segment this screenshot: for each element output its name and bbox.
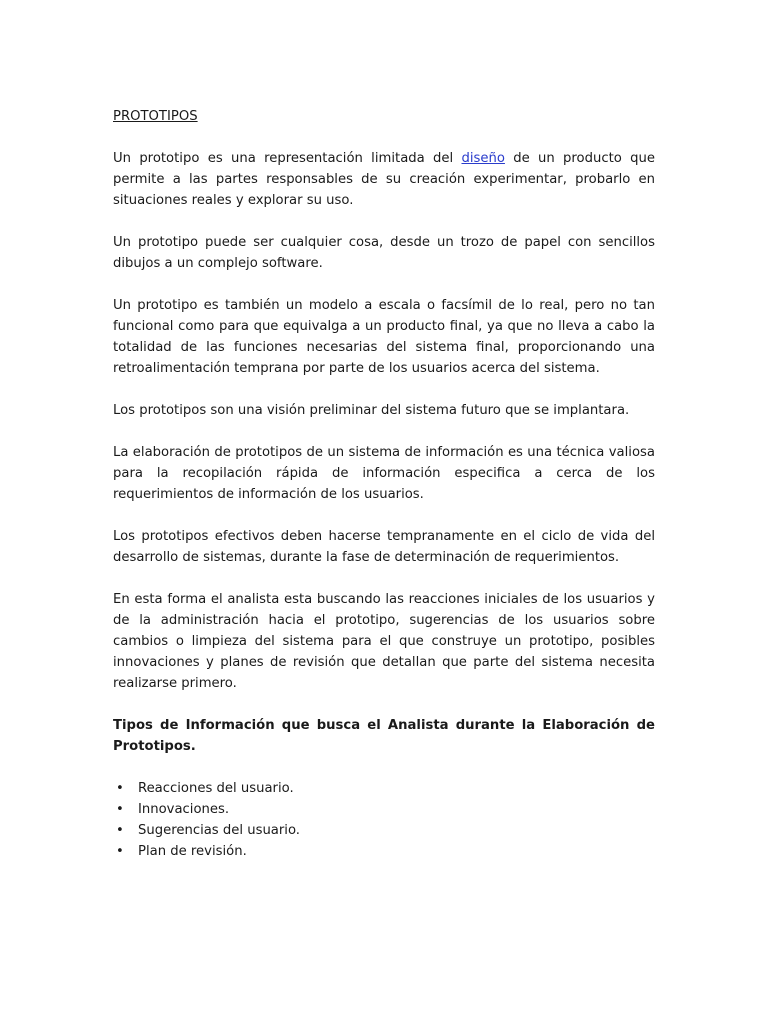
- document-page: [113, 106, 655, 862]
- paragraph-6: Los prototipos efectivos deben hacerse tempranamente en el ciclo de vida del desarrollo de sistemas, durante la fase de determinación de requerimientos.: [113, 529, 655, 565]
- paragraph-3: Un prototipo es también un modelo a escala o facsímil de lo real, pero no tan funcional como para que equivalga a un producto final, ya que no lleva a cabo la totalidad de las funciones necesarias del sistema final, proporcionando una retroalimentación temprana por parte de los usuarios acerca del sistema.: [113, 298, 655, 376]
- list-item: [113, 799, 655, 820]
- paragraph-1-text-after: de un producto que permite a las partes responsables de su creación experimentar, probarlo en situaciones reales y explorar su uso.: [113, 151, 655, 208]
- paragraph-1: [113, 148, 655, 211]
- list-item-label: Innovaciones.: [138, 802, 230, 817]
- list-item-label: Reacciones del usuario.: [138, 781, 294, 796]
- diseno-link[interactable]: diseño: [461, 151, 505, 166]
- bullet-icon: •: [116, 802, 124, 817]
- bullet-icon: •: [116, 844, 124, 859]
- paragraph-1-text-before: Un prototipo es una representación limitada del: [113, 151, 462, 166]
- list-item: [113, 778, 655, 799]
- list-item: [113, 820, 655, 841]
- bullet-icon: •: [116, 823, 124, 838]
- paragraph-5: La elaboración de prototipos de un sistema de información es una técnica valiosa para la recopilación rápida de información especifica a cerca de los requerimientos de información de los usuarios.: [113, 445, 655, 502]
- paragraph-4: Los prototipos son una visión preliminar del sistema futuro que se implantara.: [113, 403, 630, 418]
- info-types-list: [113, 778, 655, 862]
- paragraph-7: En esta forma el analista esta buscando las reacciones iniciales de los usuarios y de la administración hacia el prototipo, sugerencias de los usuarios sobre cambios o limpieza del sistema para el que construye un prototipo, posibles innovaciones y planes de revisión que detallan que parte del sistema necesita realizarse primero.: [113, 592, 655, 691]
- paragraph-2: Un prototipo puede ser cualquier cosa, desde un trozo de papel con sencillos dibujos a un complejo software.: [113, 235, 655, 271]
- bullet-icon: •: [116, 781, 124, 796]
- document-title: PROTOTIPOS: [113, 109, 198, 124]
- list-item: [113, 841, 655, 862]
- list-heading: Tipos de Información que busca el Analista durante la Elaboración de Prototipos.: [113, 718, 655, 754]
- list-item-label: Plan de revisión.: [138, 844, 247, 859]
- list-item-label: Sugerencias del usuario.: [138, 823, 300, 838]
